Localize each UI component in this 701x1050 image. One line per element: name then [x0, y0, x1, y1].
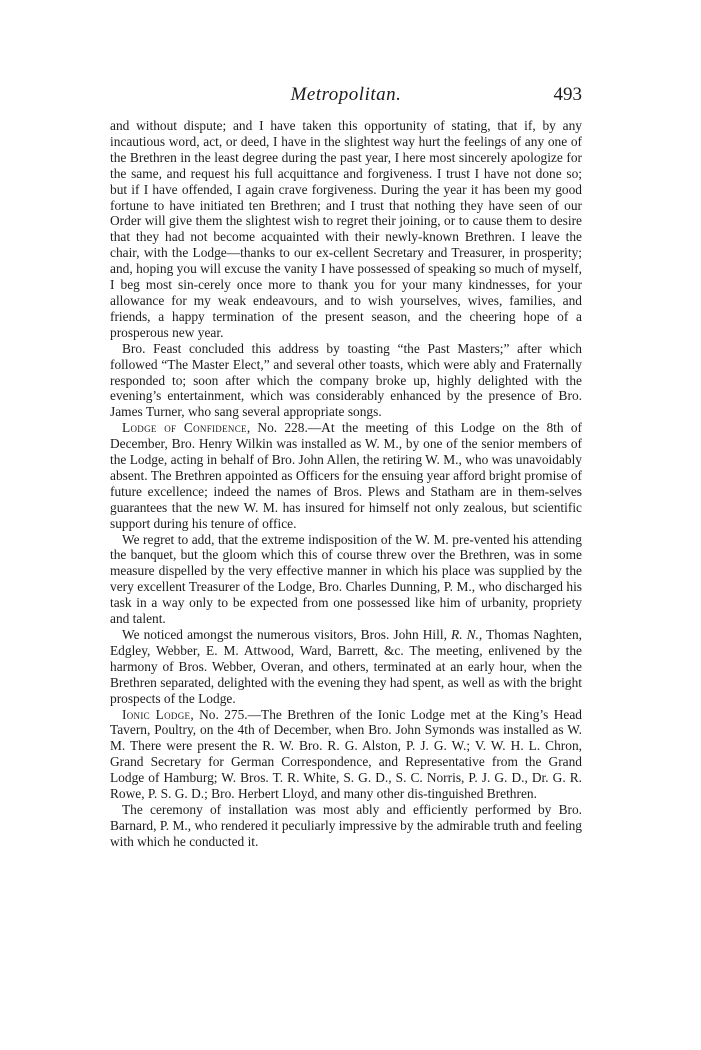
- lodge-name-heading: Ionic Lodge: [122, 706, 191, 722]
- body-text: [110, 118, 582, 850]
- paragraph-text: We noticed amongst the numerous visitors, Bros. John Hill,: [122, 627, 452, 642]
- paragraph-visitors: [110, 627, 582, 707]
- paragraph-text: The ceremony of installation was most ably and efficiently performed by Bro. Barnard, P. M., who rendered it peculiarly impressive by the admirable truth and feeling with which he conducted it.: [110, 801, 582, 849]
- book-page: [110, 84, 582, 850]
- paragraph-address-continuation: [110, 118, 582, 341]
- paragraph-text: We regret to add, that the extreme indisposition of the W. M. pre-vented his attending the banquet, but the gloom which this of course threw over the Brethren, was in some measure dispelled by the very effective manner in which his place was supplied by the very excellent Treasurer of the Lodge, Bro. Charles Dunning, P. M., who discharged his task in a way only to be expected from one possessed like him of urbanity, propriety and talent.: [110, 531, 582, 627]
- page-number: 493: [553, 84, 582, 105]
- paragraph-installation: [110, 802, 582, 850]
- lodge-name-heading: Lodge of Confidence: [122, 420, 247, 436]
- paragraph-text: and without dispute; and I have taken this opportunity of stating, that if, by any incautious word, act, or deed, I have in the slightest way hurt the feelings of any one of the Brethren in the least degree during the past year, I here most sincerely apologize for the same, and request his full acquittance and forgiveness. I trust I have not done so; but if I have offended, I again crave forgiveness. During the year it has been my good fortune to have initiated ten Brethren; and I trust that nothing they have seen of our Order will give them the slightest wish to regret their joining, or to cause them to desire that they had not become acquainted with their newly-known Brethren. I leave the chair, with the Lodge—thanks to our ex-cellent Secretary and Treasurer, in prosperity; and, hoping you will excuse the vanity I have possessed of speaking so much of myself, I beg most sin-cerely once more to thank you for your many kindnesses, for your allowance for my weak endeavours, and to wish yourselves, wives, families, and friends, a happy termination of the present season, and the cheering hope of a prosperous new year.: [110, 118, 582, 340]
- paragraph-toasts: [110, 341, 582, 421]
- paragraph-ionic-lodge: [110, 707, 582, 802]
- paragraph-text: , No. 275.—The Brethren of the Ionic Lodge met at the King’s Head Tavern, Poultry, on the 4th of December, when Bro. John Symonds was installed as W. M. There were present the R. W. Bro. R. G. Alston, P. J. G. W.; V. W. H. L. Chron, Grand Secretary for German Correspondence, and Representative from the Grand Lodge of Hamburg; W. Bros. T. R. White, S. G. D., S. C. Norris, P. J. G. D., Dr. G. R. Rowe, P. S. G. D.; Bro. Herbert Lloyd, and many other dis-tinguished Brethren.: [110, 706, 582, 802]
- paragraph-italic-text: R. N.: [451, 627, 479, 642]
- paragraph-banquet: [110, 532, 582, 627]
- paragraph-text: , No. 228.—At the meeting of this Lodge on the 8th of December, Bro. Henry Wilkin was installed as W. M., by one of the senior members of the Lodge, acting in behalf of Bro. John Allen, the retiring W. M., who was unavoidably absent. The Brethren appointed as Officers for the ensuing year afford bright promise of future excellence; indeed the names of Bros. Plews and Statham are in them-selves guarantees that the new W. M. has insured for himself not only zealous, but scientific support during his tenure of office.: [110, 420, 582, 531]
- running-title: Metropolitan.: [290, 84, 402, 105]
- paragraph-text: , Thomas Naghten, Edgley, Webber, E. M. Attwood, Ward, Barrett, &c. The meeting, enlivened by the harmony of Bros. Webber, Overan, and others, terminated at an early hour, when the Brethren separated, delighted with the evening they had spent, as well as with the bright prospects of the Lodge.: [110, 627, 583, 706]
- running-head: [110, 84, 582, 118]
- paragraph-text: Bro. Feast concluded this address by toasting “the Past Masters;” after which followed “The Master Elect,” and several other toasts, which were ably and Fraternally responded to; soon after which the company broke up, highly delighted with the evening’s entertainment, which was considerably enhanced by the presence of Bro. James Turner, who sang several appropriate songs.: [110, 340, 582, 420]
- paragraph-lodge-of-confidence: [110, 420, 582, 531]
